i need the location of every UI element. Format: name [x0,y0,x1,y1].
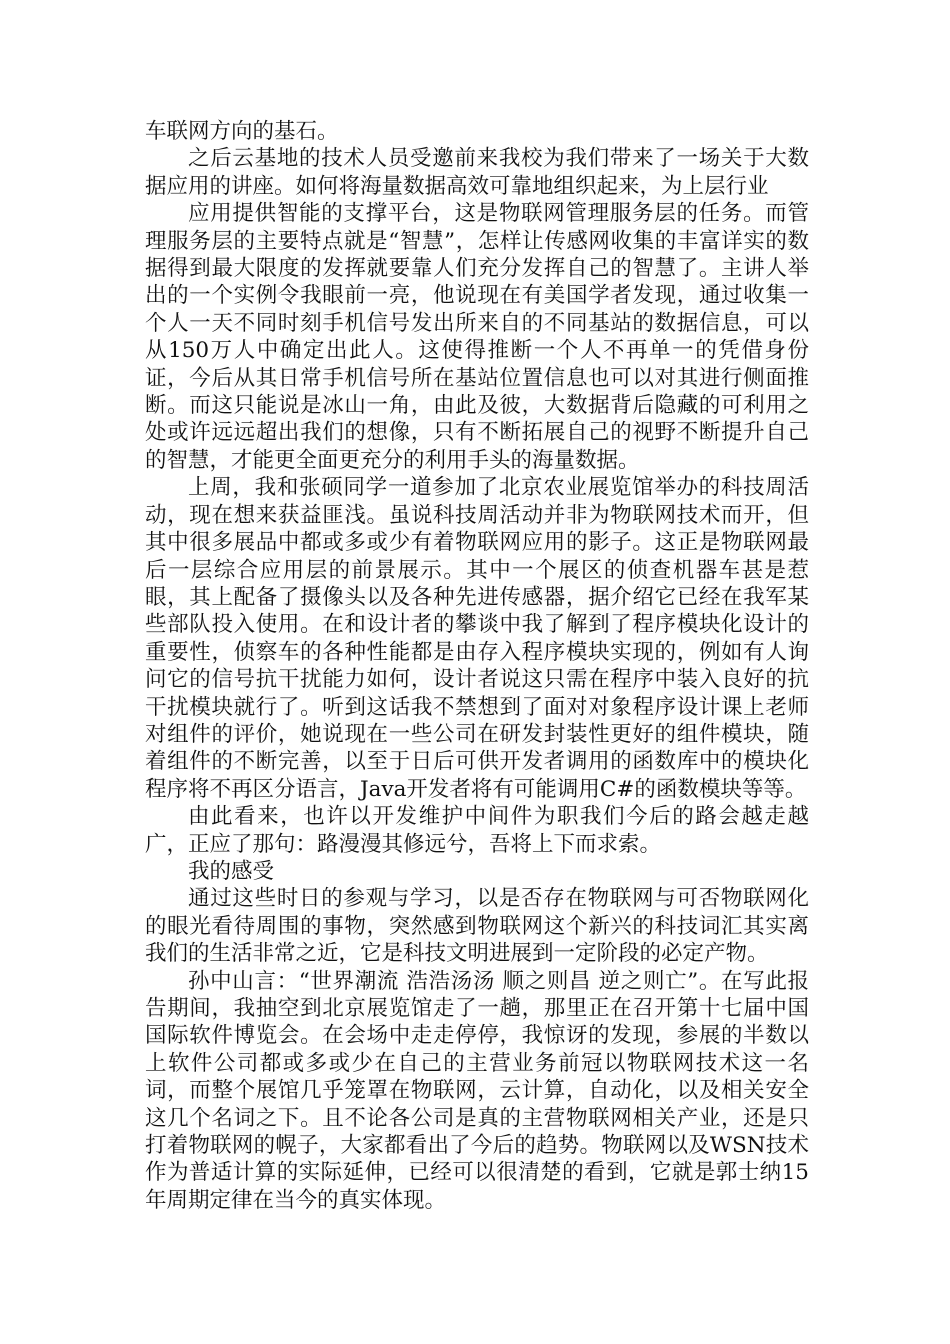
paragraph-2: 之后云基地的技术人员受邀前来我校为我们带来了一场关于大数据应用的讲座。如何将海量数据高效可靠地组织起来，为上层行业 [145,146,809,199]
paragraph-3: 应用提供智能的支撑平台，这是物联网管理服务层的任务。而管理服务层的主要特点就是“智慧”，怎样让传感网收集的丰富详实的数据得到最大限度的发挥就要靠人们充分发挥自己的智慧了。主讲人举出的一个实例令我眼前一亮，他说现在有美国学者发现，通过收集一个人一天不同时刻手机信号发出所来自的不同基站的数据信息，可以从150万人中确定出此人。这使得推断一个人不再单一的凭借身份证，今后从其日常手机信号所在基站位置信息也可以对其进行侧面推断。而这只能说是冰山一角，由此及彼，大数据背后隐藏的可利用之处或许远远超出我们的想像，只有不断拓展自己的视野不断提升自己的智慧，才能更全面更充分的利用手头的海量数据。 [145,201,809,473]
paragraph-1: 车联网方向的基石。 [145,119,339,144]
paragraph-4: 上周，我和张硕同学一道参加了北京农业展览馆举办的科技周活动，现在想来获益匪浅。虽说科技周活动并非为物联网技术而开，但其中很多展品中都或多或少有着物联网应用的影子。这正是物联网最后一层综合应用层的前景展示。其中一个展区的侦查机器车甚是惹眼，其上配备了摄像头以及各种先进传感器，据介绍它已经在我军某些部队投入使用。在和设计者的攀谈中我了解到了程序模块化设计的重要性，侦察车的各种性能都是由存入程序模块实现的，例如有人询问它的信号抗干扰能力如何，设计者说这只需在程序中装入良好的抗干扰模块就行了。听到这话我不禁想到了面对对象程序设计课上老师对组件的评价，她说现在一些公司在研发封装性更好的组件模块，随着组件的不断完善，以至于日后可供开发者调用的函数库中的模块化程序将不再区分语言，Java开发者将有可能调用C#的函数模块等等。 [145,475,809,802]
section-heading: 我的感受 [188,858,275,884]
paragraph-6: 通过这些时日的参观与学习，以是否存在物联网与可否物联网化的眼光看待周围的事物，突然感到物联网这个新兴的科技词汇其实离我们的生活非常之近，它是科技文明进展到一定阶段的必定产物。 [145,886,809,967]
paragraph-7: 孙中山言：“世界潮流 浩浩汤汤 顺之则昌 逆之则亡”。在写此报告期间，我抽空到北京展览馆走了一趟，那里正在召开第十七届中国国际软件博览会。在会场中走走停停，我惊讶的发现，参展的半数以上软件公司都或多或少在自己的主营业务前冠以物联网技术这一名词，而整个展馆几乎笼罩在物联网，云计算，自动化，以及相关安全这几个名词之下。且不论各公司是真的主营物联网相关产业，还是只打着物联网的幌子，大家都看出了今后的趋势。物联网以及WSN技术作为普适计算的实际延伸，已经可以很清楚的看到，它就是郭士纳15年周期定律在当今的真实体现。 [145,968,809,1213]
document-body [145,118,809,1214]
paragraph-5: 由此看来，也许以开发维护中间件为职我们今后的路会越走越广，正应了那句：路漫漫其修远兮，吾将上下而求索。 [145,804,809,857]
